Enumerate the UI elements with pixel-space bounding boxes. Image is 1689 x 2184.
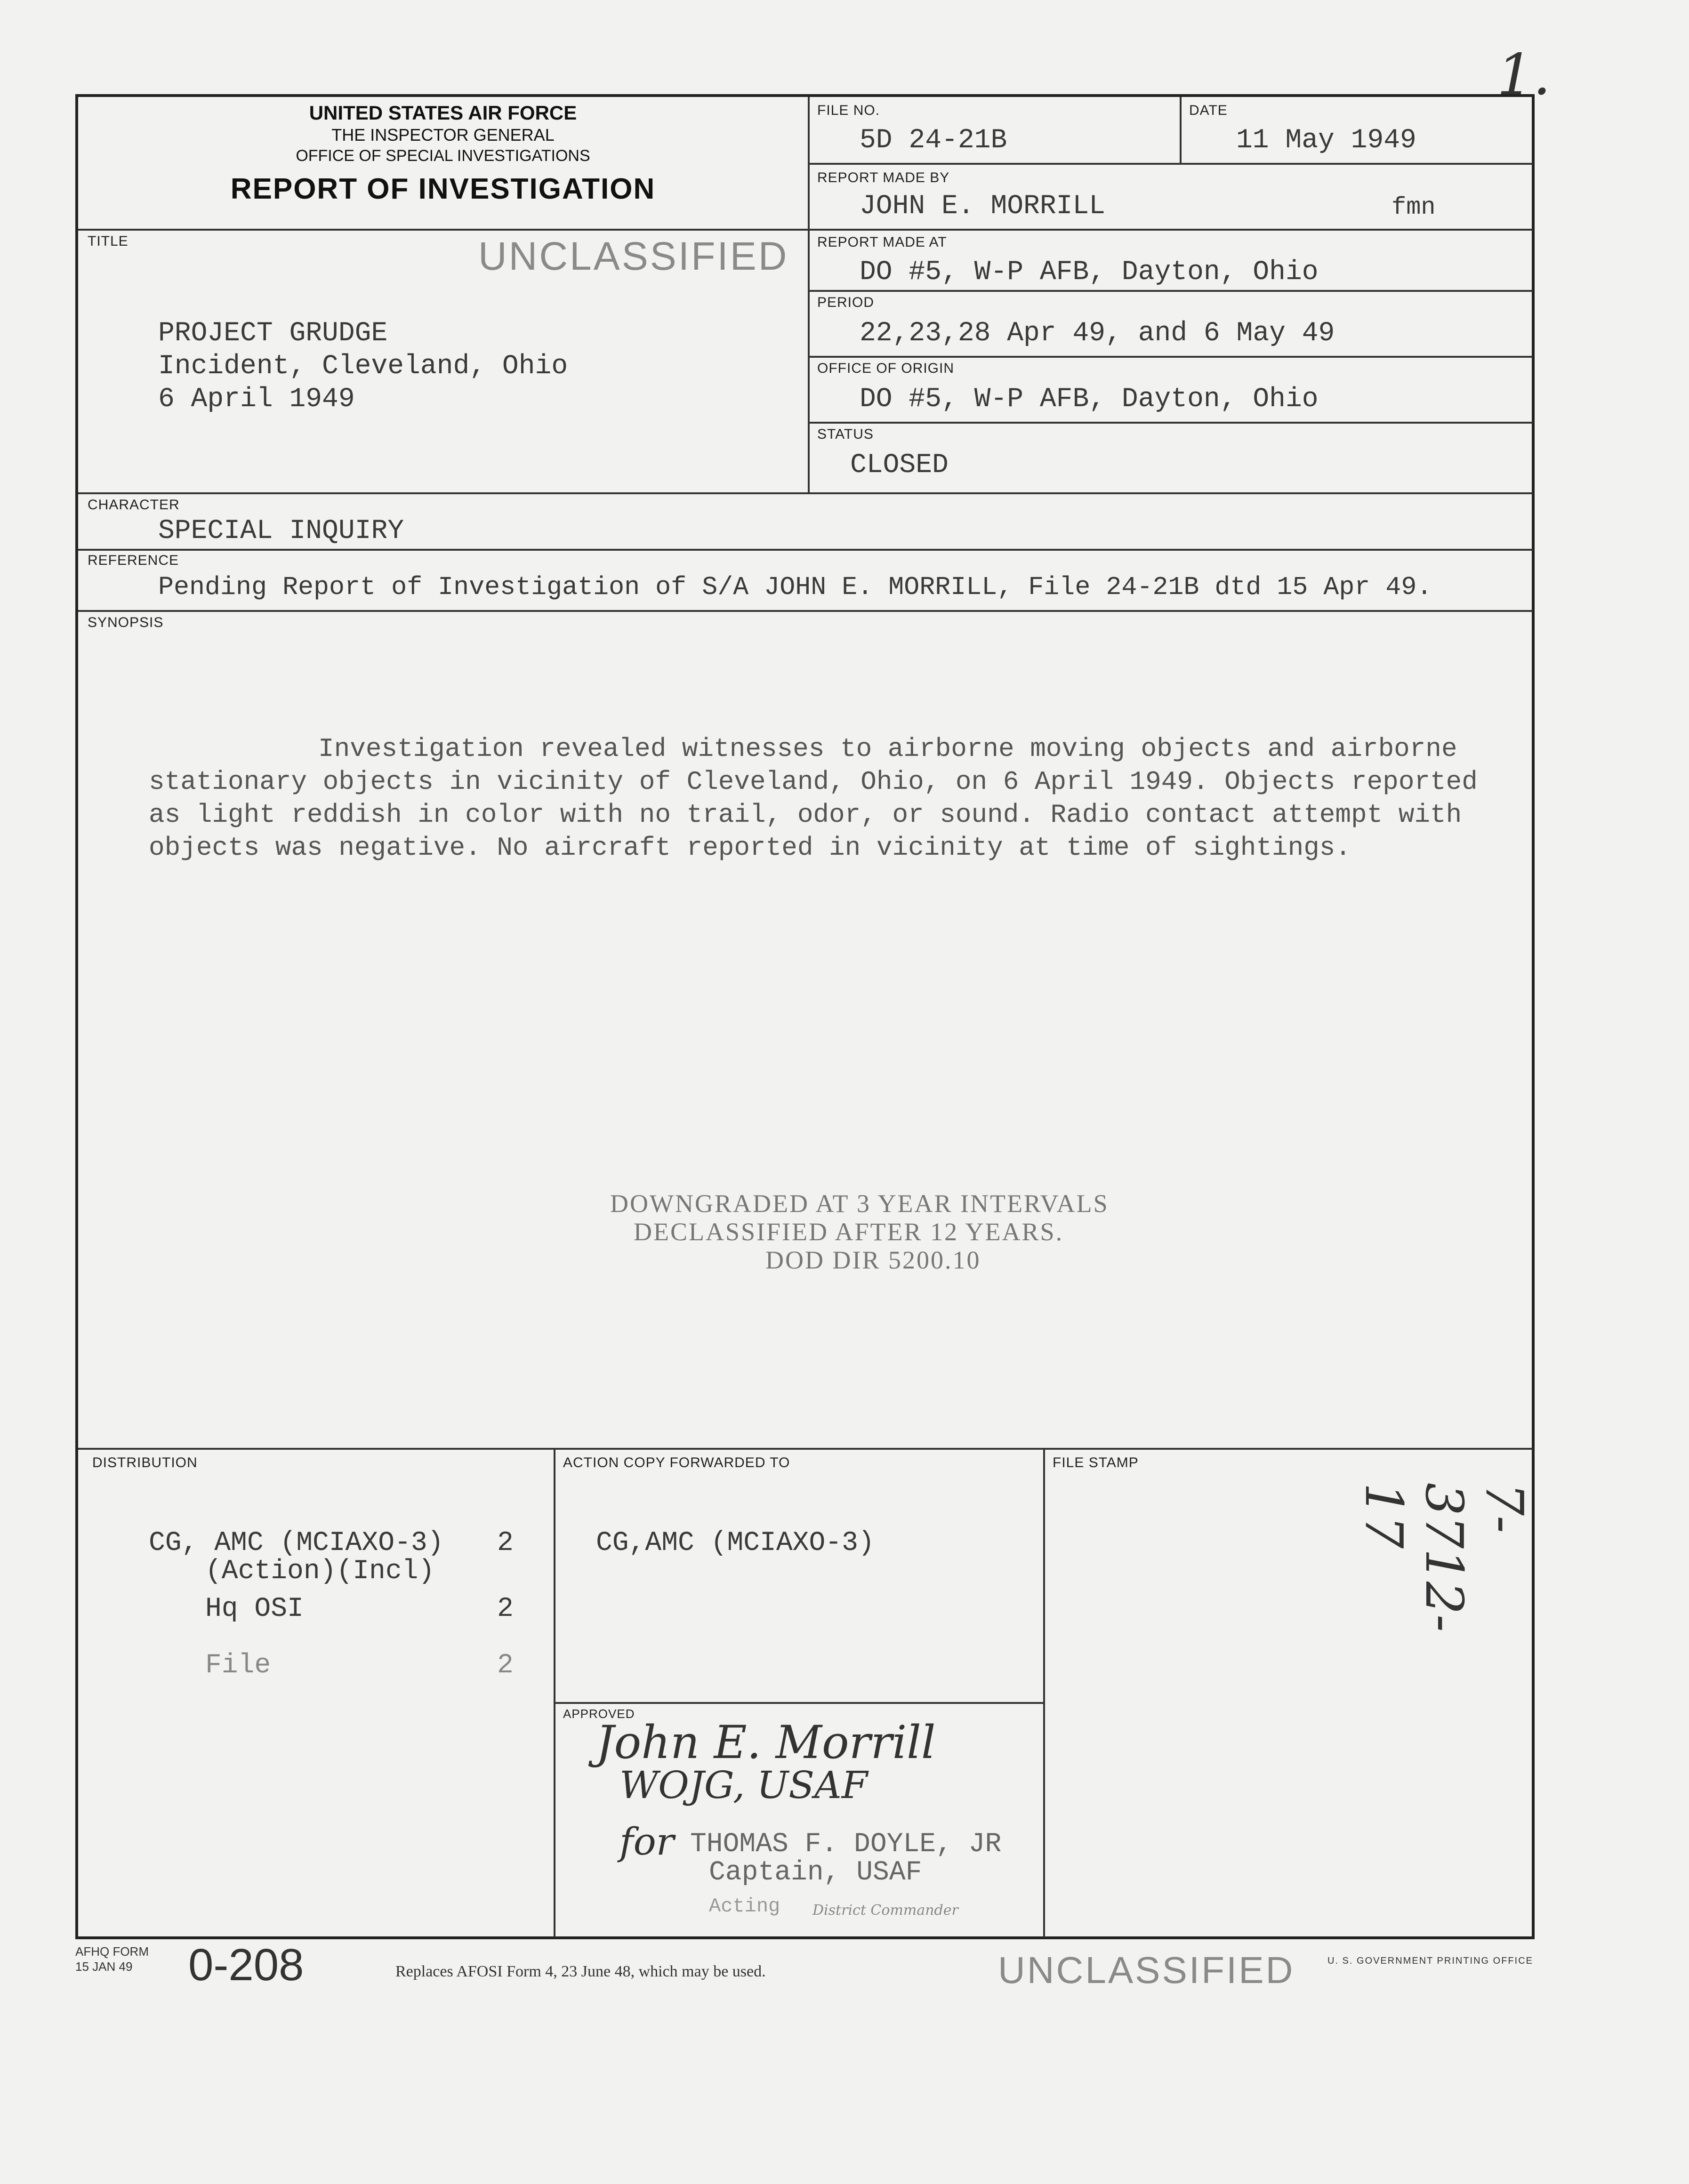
- file-stamp-label: FILE STAMP: [1053, 1455, 1139, 1470]
- date-label: DATE: [1189, 103, 1228, 118]
- form-label-text: AFHQ FORM: [75, 1944, 149, 1959]
- row-line: [78, 610, 1533, 612]
- period-label: PERIOD: [817, 295, 875, 310]
- title-line-2: Incident, Cleveland, Ohio: [158, 351, 568, 382]
- row-line: [78, 1448, 1533, 1450]
- agency-line: UNITED STATES AIR FORCE: [309, 102, 577, 124]
- title-label: TITLE: [88, 233, 129, 249]
- footer-unclassified: UNCLASSIFIED: [998, 1949, 1295, 1991]
- unclassified-stamp: UNCLASSIFIED: [478, 234, 789, 278]
- margin-vertical-number: 7-3712-17: [1354, 1483, 1535, 1632]
- row-line: [808, 290, 1533, 292]
- reference-value: Pending Report of Investigation of S/A JOHN E. MORRILL, File 24-21B dtd 15 Apr 49.: [158, 572, 1432, 602]
- form-title: REPORT OF INVESTIGATION: [230, 173, 656, 205]
- row-line: [808, 163, 1533, 165]
- file-no-value: 5D 24-21B: [860, 125, 1007, 156]
- dist-copies-2: 2: [497, 1594, 514, 1624]
- report-form: [75, 94, 1535, 1939]
- signature-rank: WOJG, USAF: [619, 1763, 868, 1807]
- signature-for: for: [619, 1820, 675, 1863]
- reference-label: REFERENCE: [88, 553, 179, 568]
- status-value: CLOSED: [850, 450, 949, 481]
- status-label: STATUS: [817, 426, 874, 442]
- approved-label: APPROVED: [563, 1707, 635, 1721]
- upper-divider: [808, 97, 810, 492]
- office-of-origin-value: DO #5, W-P AFB, Dayton, Ohio: [860, 384, 1319, 415]
- printer-note: U. S. GOVERNMENT PRINTING OFFICE: [1327, 1956, 1533, 1966]
- division-line: OFFICE OF SPECIAL INVESTIGATIONS: [296, 147, 590, 165]
- dist-note-1: (Action)(Incl): [205, 1556, 435, 1587]
- approved-line: [554, 1702, 1043, 1704]
- row-line: [808, 422, 1533, 424]
- declass-line-3: DOD DIR 5200.10: [765, 1246, 981, 1274]
- approver-prefix: Acting: [709, 1895, 780, 1918]
- bottom-divider-2: [1043, 1448, 1045, 1937]
- report-made-by-value: JOHN E. MORRILL: [860, 191, 1106, 222]
- declass-line-1: DOWNGRADED AT 3 YEAR INTERVALS: [610, 1189, 1109, 1218]
- form-label: [75, 1944, 149, 1974]
- dist-recipient-1: CG, AMC (MCIAXO-3): [149, 1528, 444, 1558]
- dist-copies-3: 2: [497, 1650, 514, 1681]
- synopsis-text: Investigation revealed witnesses to airborne moving objects and airborne stationary objects in vicinity of Cleveland, Ohio, on 6 April 1949. Objects reported as light reddish in color with no trail, odor, or sound. Radio contact attempt with objects was negative. No aircraft reported in vicinity at time of sightings.: [149, 734, 1478, 863]
- row-line: [78, 549, 1533, 551]
- office-of-origin-label: OFFICE OF ORIGIN: [817, 361, 954, 376]
- approver-name: THOMAS F. DOYLE, JR: [690, 1829, 1002, 1860]
- form-date: 15 JAN 49: [75, 1959, 133, 1974]
- dist-recipient-2: Hq OSI: [205, 1594, 304, 1624]
- office-line: THE INSPECTOR GENERAL: [331, 125, 555, 145]
- form-number: 0-208: [188, 1940, 304, 1990]
- replaces-note: Replaces AFOSI Form 4, 23 June 48, which may be used.: [395, 1963, 766, 1980]
- report-made-at-label: REPORT MADE AT: [817, 234, 947, 250]
- approver-title: Captain, USAF: [709, 1857, 922, 1888]
- title-line-3: 6 April 1949: [158, 384, 355, 415]
- character-value: SPECIAL INQUIRY: [158, 516, 404, 546]
- action-copy-label: ACTION COPY FORWARDED TO: [563, 1455, 790, 1470]
- distribution-label: DISTRIBUTION: [92, 1455, 198, 1470]
- date-value: 11 May 1949: [1236, 125, 1416, 156]
- file-no-label: FILE NO.: [817, 103, 880, 118]
- initials: fmn: [1391, 193, 1436, 221]
- margin-top-note: 1.: [1497, 42, 1551, 108]
- action-copy-value: CG,AMC (MCIAXO-3): [596, 1528, 875, 1558]
- title-line-1: PROJECT GRUDGE: [158, 318, 388, 349]
- dist-recipient-3: File: [205, 1650, 271, 1681]
- period-value: 22,23,28 Apr 49, and 6 May 49: [860, 318, 1335, 349]
- row-line: [78, 492, 1533, 494]
- date-divider: [1180, 97, 1182, 163]
- declass-line-2: DECLASSIFIED AFTER 12 YEARS.: [634, 1218, 1064, 1246]
- report-made-at-value: DO #5, W-P AFB, Dayton, Ohio: [860, 257, 1319, 288]
- row-line: [808, 356, 1533, 358]
- character-label: CHARACTER: [88, 497, 180, 513]
- report-made-by-label: REPORT MADE BY: [817, 170, 950, 185]
- row-line: [78, 229, 1533, 231]
- approver-role: District Commander: [812, 1902, 958, 1919]
- dist-copies-1: 2: [497, 1528, 514, 1558]
- synopsis-label: SYNOPSIS: [88, 615, 164, 630]
- signature: John E. Morrill: [596, 1716, 936, 1769]
- bottom-divider-1: [554, 1448, 555, 1937]
